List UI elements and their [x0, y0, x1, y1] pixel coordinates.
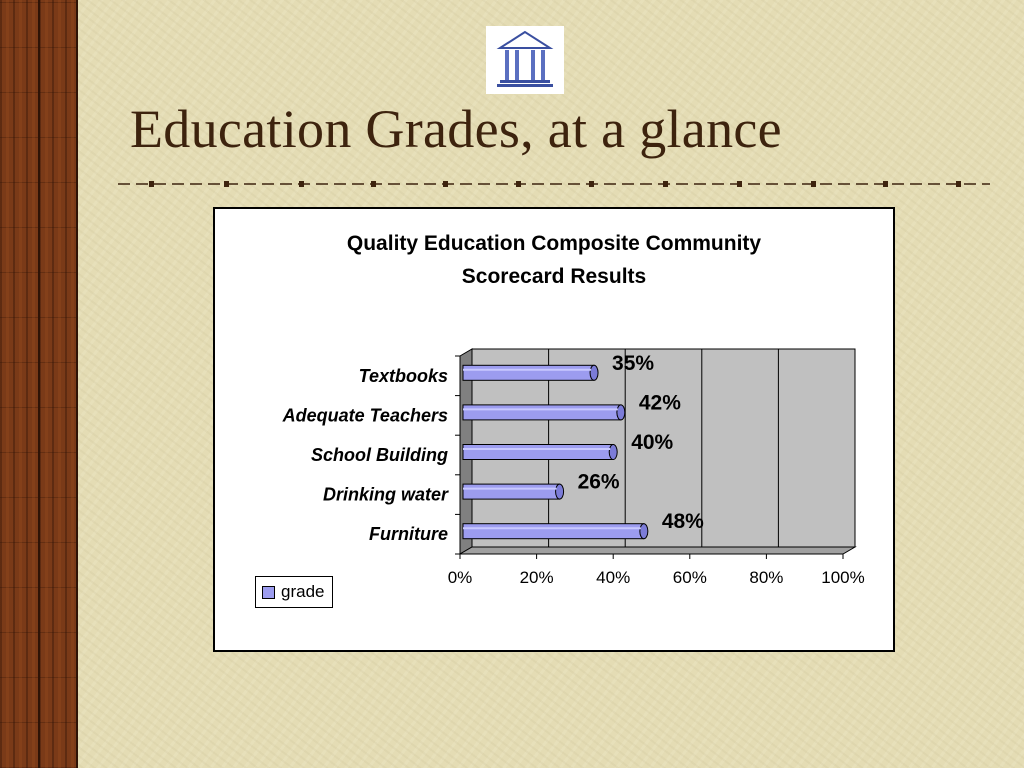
category-label: School Building: [311, 445, 448, 465]
data-label: 48%: [661, 510, 704, 534]
data-label: 35%: [612, 351, 655, 375]
plot-floor: [460, 547, 855, 554]
category-label: Adequate Teachers: [282, 405, 448, 426]
wood-border: [0, 0, 78, 768]
bar-drinking-water: [463, 484, 560, 499]
bar-cap: [617, 405, 625, 420]
logo: [486, 26, 564, 94]
bar-cap: [556, 484, 564, 499]
bar-furniture: [463, 524, 644, 539]
category-label: Textbooks: [358, 365, 448, 386]
bar-textbooks: [463, 365, 594, 380]
data-label: 26%: [577, 470, 620, 494]
bar-cap: [640, 524, 648, 539]
x-tick-label: 40%: [596, 568, 631, 587]
category-label: Furniture: [369, 524, 448, 545]
bar-adequate-teachers: [463, 405, 621, 420]
x-tick-label: 80%: [749, 568, 784, 587]
temple-columns-icon: [486, 26, 564, 94]
dashed-divider: [118, 176, 990, 192]
chart-legend: [255, 576, 333, 608]
bar-cap: [590, 365, 598, 380]
bar-school-building: [463, 445, 613, 460]
category-label: Drinking water: [322, 484, 448, 505]
bar-cap: [609, 445, 617, 460]
slide-title: Education Grades, at a glance: [130, 99, 782, 159]
legend-label: grade: [281, 582, 325, 601]
chart-title-line-2: Scorecard Results: [461, 265, 647, 288]
legend-swatch: [262, 586, 275, 599]
data-label: 40%: [631, 431, 674, 454]
x-tick-label: 60%: [672, 568, 707, 587]
x-tick-label: 20%: [519, 568, 554, 587]
data-label: 42%: [638, 391, 681, 415]
chart-title-line-1: Quality Education Composite Community: [346, 232, 762, 255]
chart-container: [213, 207, 895, 652]
x-tick-label: 100%: [821, 568, 865, 587]
x-tick-label: 0%: [447, 568, 473, 587]
